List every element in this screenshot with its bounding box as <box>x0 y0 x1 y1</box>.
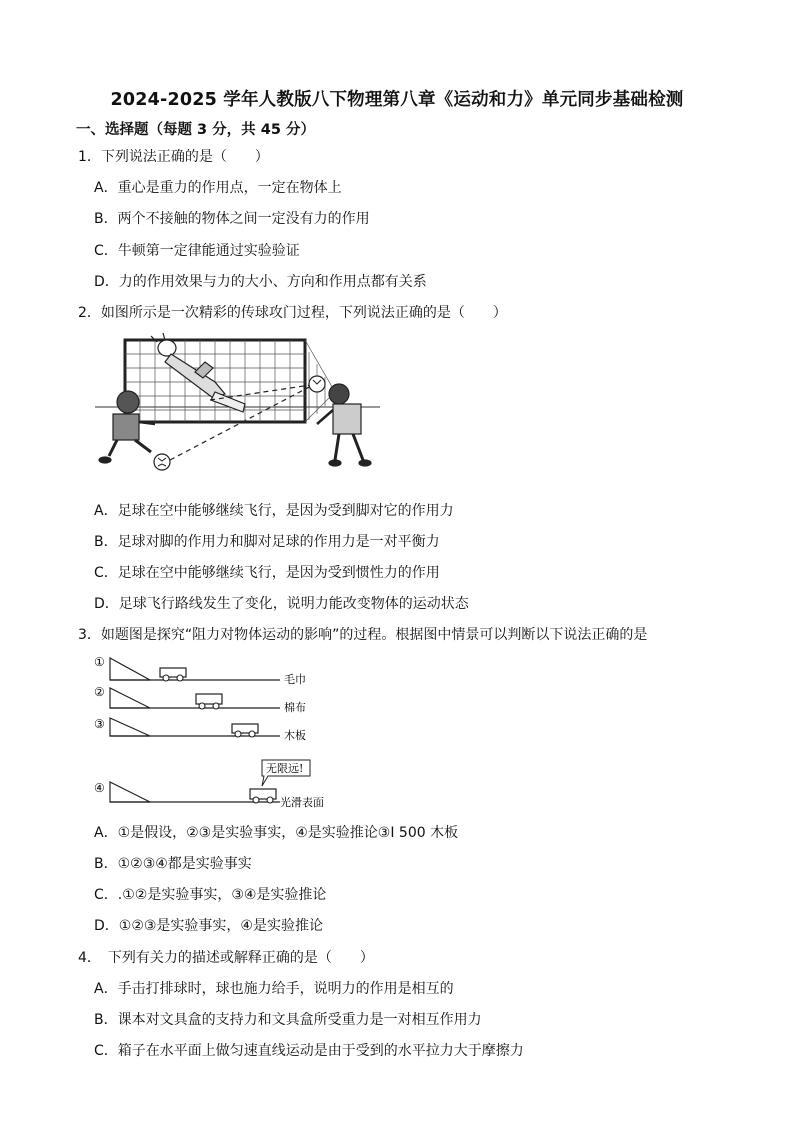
speech-bubble-text: 无限远! <box>266 762 304 775</box>
row-3-mark: ③ <box>94 717 105 731</box>
question-4-option-c: C．箱子在水平面上做匀速直线运动是由于受到的水平拉力大于摩擦力 <box>94 1043 524 1059</box>
question-3-option-a: A．①是假设，②③是实验事实，④是实验推论③I 500 木板 <box>94 825 459 841</box>
question-4-stem: 4． 下列有关力的描述或解释正确的是（ ） <box>78 950 374 966</box>
row-1-mark: ① <box>94 655 105 669</box>
friction-experiment-figure <box>92 654 332 810</box>
question-3-option-d: D．①②③是实验事实，④是实验推论 <box>94 918 323 934</box>
question-1-option-a: A．重心是重力的作用点，一定在物体上 <box>94 180 342 196</box>
question-4-option-a: A．手击打排球时，球也施力给手，说明力的作用是相互的 <box>94 981 454 997</box>
row-4-surface: 光滑表面 <box>280 796 324 809</box>
question-2-option-a: A．足球在空中能够继续飞行，是因为受到脚对它的作用力 <box>94 503 454 519</box>
question-3-option-b: B．①②③④都是实验事实 <box>94 856 252 872</box>
soccer-goal-illustration <box>95 332 380 472</box>
question-3-stem: 3．如题图是探究“阻力对物体运动的影响”的过程。根据图中情景可以判断以下说法正确的是 <box>78 627 648 643</box>
row-3-surface: 木板 <box>284 729 306 742</box>
row-2-mark: ② <box>94 685 105 699</box>
row-2-surface: 棉布 <box>284 701 306 714</box>
question-2-option-d: D．足球飞行路线发生了变化，说明力能改变物体的运动状态 <box>94 596 469 612</box>
question-1-option-d: D．力的作用效果与力的大小、方向和作用点都有关系 <box>94 274 427 290</box>
question-2-option-b: B．足球对脚的作用力和脚对足球的作用力是一对平衡力 <box>94 534 440 550</box>
row-1-surface: 毛巾 <box>284 673 306 686</box>
question-4-option-b: B．课本对文具盒的支持力和文具盒所受重力是一对相互作用力 <box>94 1012 482 1028</box>
question-1-option-c: C．牛顿第一定律能通过实验验证 <box>94 243 300 259</box>
page-title: 2024-2025 学年人教版八下物理第八章《运动和力》单元同步基础检测 <box>110 90 684 110</box>
question-3-option-c: C．.①②是实验事实，③④是实验推论 <box>94 887 327 903</box>
section-heading: 一、选择题（每题 3 分，共 45 分） <box>76 122 315 138</box>
question-1-stem: 1．下列说法正确的是（ ） <box>78 149 269 165</box>
row-4-mark: ④ <box>94 781 105 795</box>
question-2-option-c: C．足球在空中能够继续飞行，是因为受到惯性力的作用 <box>94 565 440 581</box>
question-2-stem: 2．如图所示是一次精彩的传球攻门过程，下列说法正确的是（ ） <box>78 305 507 321</box>
question-1-option-b: B．两个不接触的物体之间一定没有力的作用 <box>94 211 370 227</box>
